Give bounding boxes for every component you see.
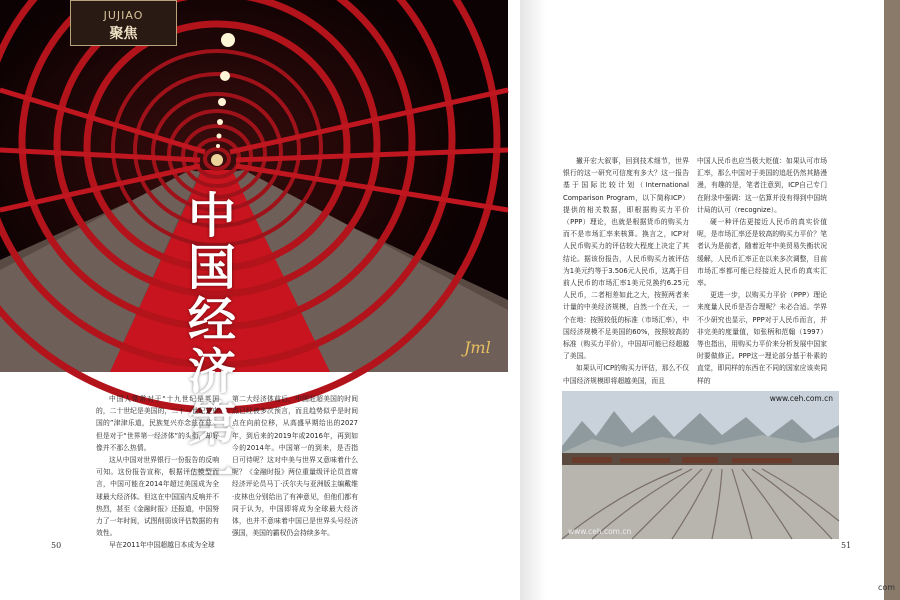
paragraph: 如果认可ICP的购买力评估，那么不仅中国经济规模即将超越美国，而且 xyxy=(563,364,689,385)
tunnel-illustration xyxy=(0,0,508,372)
paragraph: 硬一种评估更接近人民币的真实价值呢，是市场汇率还是较高的购买力平价？笔者认为是前者，随着近年中美贸易失衡状况缓解，人民币汇率正在以来多次调整，目前市场汇率都可能已经接近人民币的真实汇率。 xyxy=(697,218,827,288)
railway-illustration xyxy=(562,391,839,539)
photo-url-bottom: www.ceh.com.cn xyxy=(568,527,632,536)
section-badge-zh: 聚焦 xyxy=(109,26,138,42)
paragraph: 更进一步，以购买力平价（PPP）理论来度量人民币是否合理呢？未必合适。学界不少研究也显示，PPP对于人民币而言，并非完美的度量值，如张柄和范翰（1997）等也指出，用购买力平价来分析发展中国家时要做修正。PPP这一理论部分基于朴素的直觉，即同样的东西在不同的国家应该卖同样的 xyxy=(697,291,827,385)
article-column-4 xyxy=(697,155,827,387)
paragraph: 撇开宏大叙事，回到技术细节，世界银行的这一研究可信度有多大？这一报告基于国际比较计划（International Comparison Program，以下简称ICP）提供的相关数据，即根据购买力平价（PPP）理论，也就是根据货币的购买力而不是市场汇率来核算。换言之，ICP对人民币购买力的评估较大程度上决定了其结论。据该份报告，人民币购买力被评估为1美元约等于3.506元人民币，这离于目前人民币的市场汇率1美元兑换约6.25元人民币，二者相差如此之大，按照两者来计量的中美经济规模，自然一个在天，一个在地：按照较低的标准（市场汇率），中国经济规模不足美国的60%，按照较高的标准（购买力平价），中国却可能已经超越了美国。 xyxy=(563,157,689,361)
photo-url-top: www.ceh.com.cn xyxy=(769,394,833,403)
railway-photo xyxy=(562,391,839,539)
article-column-2 xyxy=(232,393,358,539)
photographer-signature: Jml xyxy=(464,338,491,357)
gutter-shadow xyxy=(520,0,546,600)
page-number-right: 51 xyxy=(841,541,852,550)
page-number-left: 50 xyxy=(51,541,62,550)
section-badge-en: JUJIAO xyxy=(103,9,144,22)
section-badge xyxy=(70,0,177,46)
paragraph: 第二大经济体前后，中国赶超美国的时间点已经被多次预言，而且趋势似乎是时间点在向前位移，从高盛早期给出的2027年，到后来的2019年或2016年，再到如今的2014年。中国第一的到来，是否指日可待呢？这对中美与世界又意味着什么呢？《金融时报》两位重量级评论员首席经济评论员马丁·沃尔夫与亚洲版主编戴维·皮林也分别给出了有神意见，但他们都有同于认为，中国即将成为全球最大经济体，也并不意味着中国已是世界头号经济强国，美国的霸权仍会持续多年。 xyxy=(232,395,358,538)
paragraph: 早在2011年中国超越日本成为全球 xyxy=(109,541,215,550)
paragraph: 这从中国对世界银行一份报告的反响可知。这份报告宣称，根据评估模型而言，中国可能在2014年超过美国成为全球最大经济体。但这在中国国内反响并不热烈，甚至《金融时报》还报道，中国努力了一年时间，试图削弱该评估数据的有效性。 xyxy=(96,456,219,538)
article-column-3 xyxy=(563,155,689,387)
page-edge-strip xyxy=(884,0,900,600)
paragraph: 中国人常常对于“十九世纪是英国的，二十世纪是美国的，二十一世纪是中国的”津津乐道，民族复兴亦念兹在兹。但是对于“世界第一经济体”的头衔，却好像并不那么热情。 xyxy=(96,395,219,452)
watermark: com xyxy=(878,583,896,592)
article-column-1 xyxy=(96,393,219,552)
paragraph: 中国人民币也应当极大贬值：如果认可市场汇率，那么中国对于美国的追赶仍然其路漫漫，有趣的是，笔者注意到，ICP自己专门在附录中强调：这一估算并没有得到中国统计局的认可（recognize）。 xyxy=(697,157,827,214)
hero-title: 中国经济第一 xyxy=(187,188,236,504)
